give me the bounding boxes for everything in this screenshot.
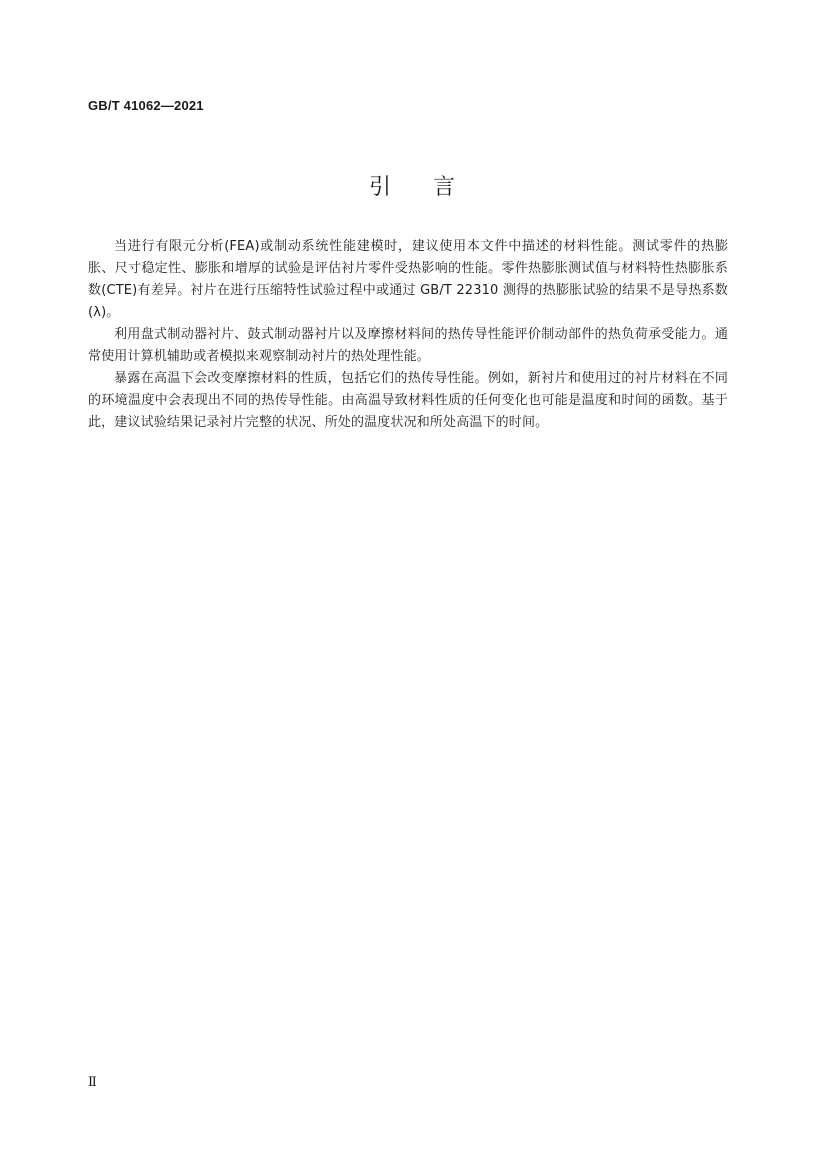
page-title-char-1: 引: [368, 175, 393, 200]
page-title: [0, 170, 826, 201]
paragraph-2: 利用盘式制动器衬片、鼓式制动器衬片以及摩擦材料间的热传导性能评价制动部件的热负荷承受能力。通常使用计算机辅助或者模拟来观察制动衬片的热处理性能。: [88, 327, 728, 364]
page-number: Ⅱ: [88, 1075, 97, 1090]
page-title-char-2: 言: [433, 175, 458, 200]
paragraph-1: 当进行有限元分析(FEA)或制动系统性能建模时，建议使用本文件中描述的材料性能。测试零件的热膨胀、尺寸稳定性、膨胀和增厚的试验是评估衬片零件受热影响的性能。零件热膨胀测试值与材料特性热膨胀系数(CTE)有差异。衬片在进行压缩特性试验过程中或通过 GB/T 22310 测得的热膨胀试验的结果不是导热系数(λ)。: [88, 239, 728, 320]
introduction-body: [88, 236, 728, 434]
standard-code-header: GB/T 41062—2021: [88, 98, 204, 113]
paragraph-3: 暴露在高温下会改变摩擦材料的性质，包括它们的热传导性能。例如，新衬片和使用过的衬片材料在不同的环境温度中会表现出不同的热传导性能。由高温导致材料性质的任何变化也可能是温度和时间的函数。基于此，建议试验结果记录衬片完整的状况、所处的温度状况和所处高温下的时间。: [88, 371, 728, 430]
